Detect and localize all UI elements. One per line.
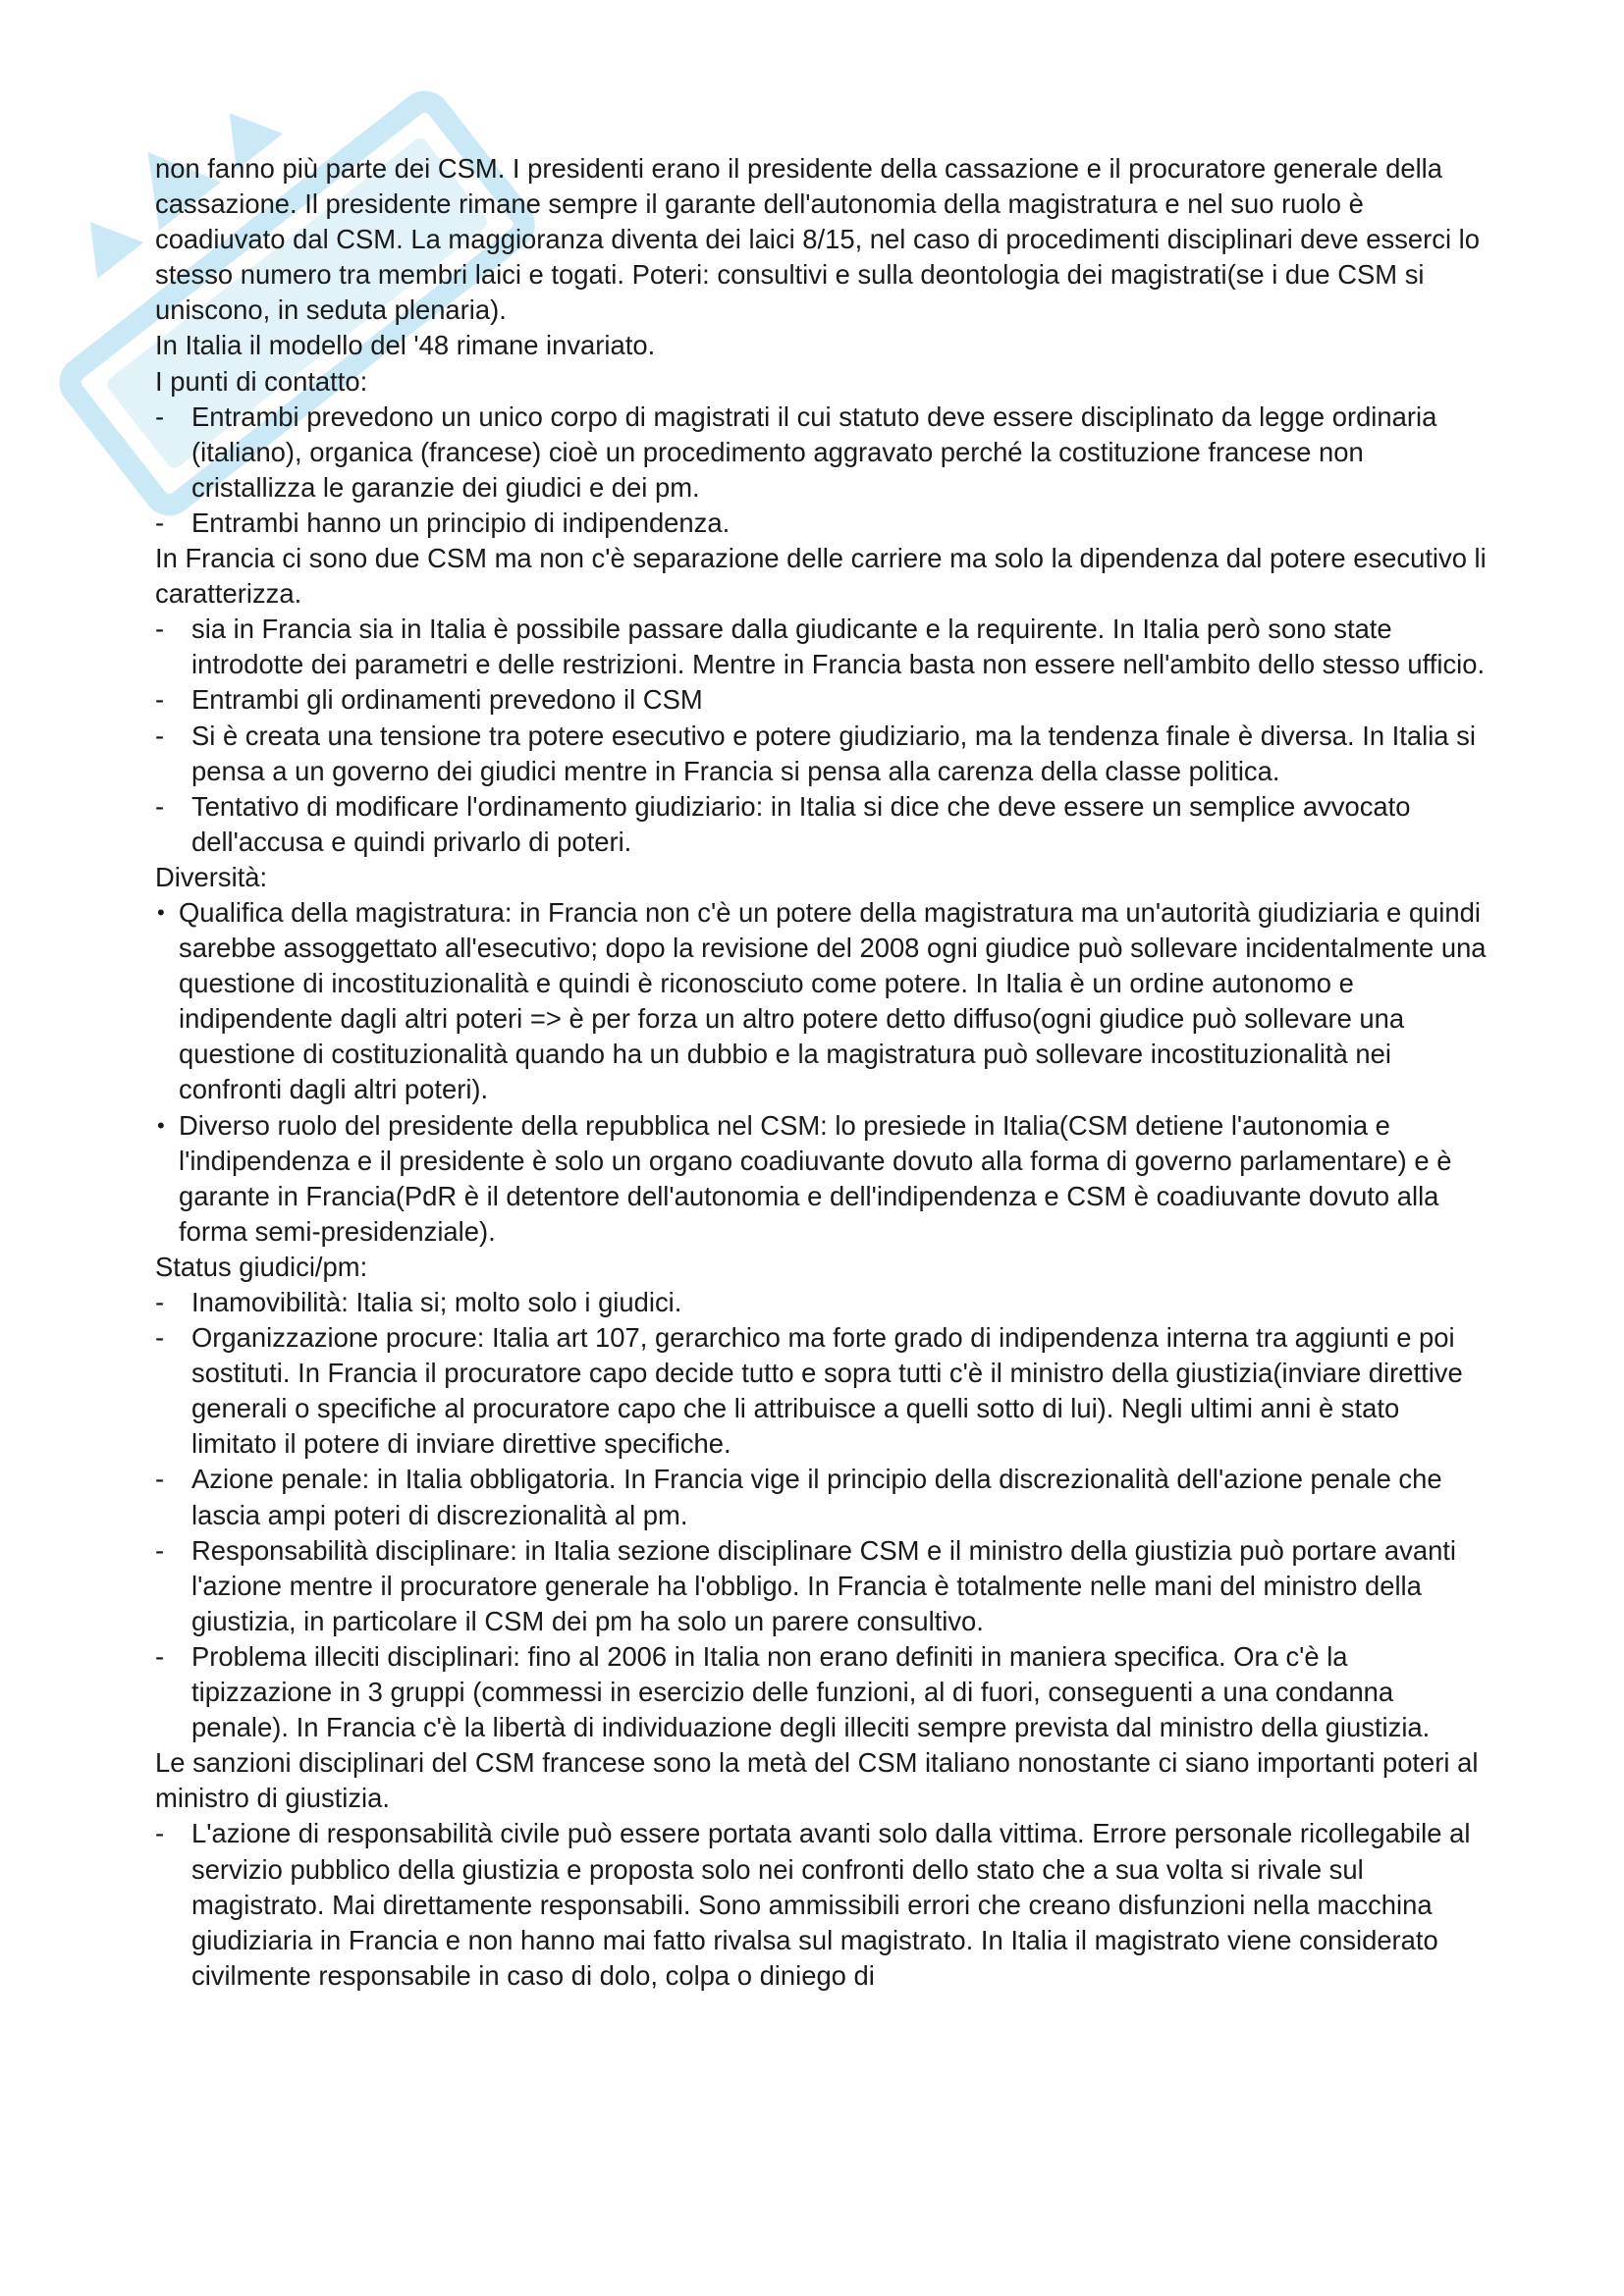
dash-list-item [155, 1462, 1490, 1532]
paragraph: I punti di contatto: [155, 365, 368, 397]
dash-list-item [155, 1533, 1490, 1639]
dash-marker: - [155, 720, 165, 751]
list-item-text: Azione penale: in Italia obbligatoria. In Francia vige il principio della discrezionalità dell'azione penale che lascia ampi poteri di discrezionalità al pm. [191, 1464, 1442, 1530]
paragraph: Status giudici/pm: [155, 1251, 368, 1282]
list-item-text: Tentativo di modificare l'ordinamento giudiziario: in Italia si dice che deve essere un semplice avvocato dell'accusa e quindi privarlo di poteri. [191, 790, 1411, 857]
bullet-marker: • [157, 1112, 165, 1138]
dash-marker: - [155, 1287, 165, 1317]
dash-marker: - [155, 1818, 165, 1849]
dash-marker: - [155, 1534, 165, 1566]
dash-marker: - [155, 684, 165, 716]
dash-marker: - [155, 507, 165, 538]
dash-list-item [155, 612, 1490, 682]
list-item-text: Entrambi gli ordinamenti prevedono il CSM [191, 684, 703, 716]
bullet-list-item [155, 1108, 1490, 1250]
paragraph: Diversità: [155, 861, 268, 892]
dash-list-item [155, 1320, 1490, 1462]
paragraph: non fanno più parte dei CSM. I presidenti erano il presidente della cassazione e il procuratore generale della cassazione. Il presidente rimane sempre il garante dell'autonomia della magistratura e nel suo ruolo è coadiuvato dal CSM. La maggioranza diventa dei laici 8/15, nel caso di procedimenti disciplinari deve esserci lo stesso numero tra membri laici e togati. Poteri: consultivi e sulla deontologia dei magistrati(se i due CSM si uniscono, in seduta plenaria). [155, 153, 1480, 326]
list-item-text: Si è creata una tensione tra potere esecutivo e potere giudiziario, ma la tendenza finale è diversa. In Italia si pensa a un governo dei giudici mentre in Francia si pensa alla carenza della classe politica. [191, 720, 1476, 786]
list-item-text: Inamovibilità: Italia si; molto solo i giudici. [191, 1287, 682, 1317]
paragraph: In Italia il modello del '48 rimane invariato. [155, 330, 656, 361]
list-item-text: sia in Francia sia in Italia è possibile passare dalla giudicante e la requirente. In Italia però sono state introdotte dei parametri e delle restrizioni. Mentre in Francia basta non essere nell'ambito dello stesso ufficio. [191, 614, 1486, 680]
list-item-text: Entrambi prevedono un unico corpo di magistrati il cui statuto deve essere disciplinato da legge ordinaria (italiano), organica (francese) cioè un procedimento aggravato perché la costituzione francese non cristallizza le garanzie dei giudici e dei pm. [191, 400, 1437, 503]
dash-list-item [155, 1285, 1490, 1320]
list-item-text: Diverso ruolo del presidente della repubblica nel CSM: lo presiede in Italia(CSM detiene l'autonomia e l'indipendenza e il presidente è solo un organo coadiuvante dovuto alla forma di governo parlamentare) e è garante in Francia(PdR è il detentore dell'autonomia e dell'indipendenza e CSM è coadiuvante dovuto alla forma semi-presidenziale). [179, 1109, 1452, 1247]
dash-list-item [155, 400, 1490, 506]
dash-list-item [155, 1816, 1490, 1993]
paragraph: In Francia ci sono due CSM ma non c'è separazione delle carriere ma solo la dipendenza dal potere esecutivo li caratterizza. [155, 543, 1487, 610]
dash-list-item [155, 719, 1490, 789]
dash-list-item [155, 506, 1490, 541]
dash-marker: - [155, 1464, 165, 1495]
dash-marker: - [155, 400, 165, 432]
dash-list-item [155, 1639, 1490, 1745]
list-item-text: Responsabilità disciplinare: in Italia sezione disciplinare CSM e il ministro della giustizia può portare avanti l'azione mentre il procuratore generale ha l'obbligo. In Francia è totalmente nelle mani del ministro della giustizia, in particolare il CSM dei pm ha solo un parere consultivo. [191, 1534, 1457, 1636]
dash-list-item [155, 682, 1490, 718]
list-item-text: Problema illeciti disciplinari: fino al 2006 in Italia non erano definiti in maniera specifica. Ora c'è la tipizzazione in 3 gruppi (commessi in esercizio delle funzioni, al di fuori, conseguenti a una condanna penale). In Francia c'è la libertà di individuazione degli illeciti sempre prevista dal ministro della giustizia. [191, 1640, 1431, 1743]
bullet-list-item [155, 895, 1490, 1108]
dash-list-item [155, 789, 1490, 860]
dash-marker: - [155, 614, 165, 645]
paragraph: Le sanzioni disciplinari del CSM francese sono la metà del CSM italiano nonostante ci siano importanti poteri al ministro di giustizia. [155, 1747, 1479, 1814]
list-item-text: L'azione di responsabilità civile può essere portata avanti solo dalla vittima. Errore personale ricollegabile al servizio pubblico della giustizia e proposta solo nei confronti dello stato che a sua volta si rivale sul magistrato. Mai direttamente responsabili. Sono ammissibili errori che creano disfunzioni nella macchina giudiziaria in Francia e non hanno mai fatto rivalsa sul magistrato. In Italia il magistrato viene considerato civilmente responsabile in caso di dolo, colpa o diniego di [191, 1818, 1471, 1991]
list-item-text: Qualifica della magistratura: in Francia non c'è un potere della magistratura ma un'autorità giudiziaria e quindi sarebbe assoggettato all'esecutivo; dopo la revisione del 2008 ogni giudice può sollevare incidentalmente una questione di incostituzionalità e quindi è riconosciuto come potere. In Italia è un ordine autonomo e indipendente dagli altri poteri => è per forza un altro potere detto diffuso(ogni giudice può sollevare una questione di costituzionalità quando ha un dubbio e la magistratura può sollevare incostituzionalità nei confronti dagli altri poteri). [179, 896, 1487, 1105]
dash-marker: - [155, 1640, 165, 1672]
document-body [155, 151, 1490, 1994]
bullet-marker: • [157, 899, 165, 925]
dash-marker: - [155, 790, 165, 822]
list-item-text: Organizzazione procure: Italia art 107, gerarchico ma forte grado di indipendenza interna tra aggiunti e poi sostituti. In Francia il procuratore capo decide tutto e sopra tutti c'è il ministro della giustizia(inviare direttive generali o specifiche al procuratore capo che li attribuisce a quelli sotto di lui). Negli ultimi anni è stato limitato il potere di inviare direttive specifiche. [191, 1322, 1463, 1460]
dash-marker: - [155, 1322, 165, 1354]
list-item-text: Entrambi hanno un principio di indipendenza. [191, 507, 731, 538]
